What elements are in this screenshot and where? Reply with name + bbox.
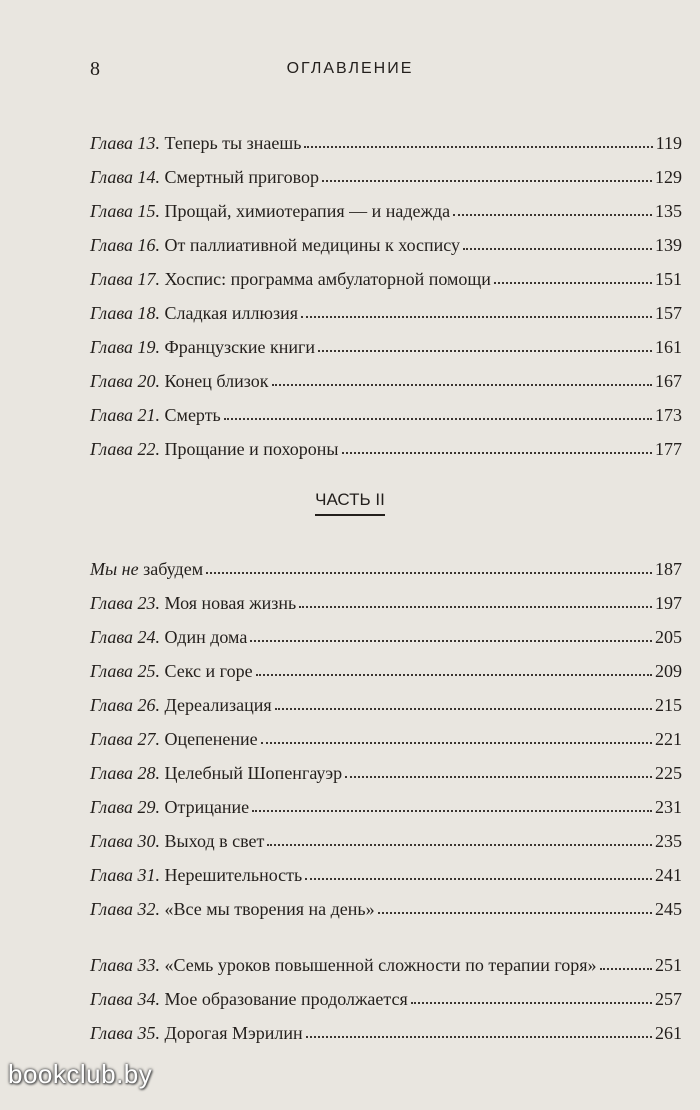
chapter-label: Мы не [90,559,139,579]
chapter-title: От паллиативной медицины к хоспису [164,235,461,255]
toc-part-2 [90,544,682,1042]
toc-entry-text [90,236,460,254]
chapter-title: Выход в свет [164,831,265,851]
page-ref: 187 [655,559,682,579]
toc-entry-text [90,440,339,458]
page-ref: 215 [655,695,682,715]
page-ref: 167 [655,371,682,391]
page-ref: 205 [655,627,682,647]
toc-entry-text [90,956,597,974]
dot-leader [252,810,652,812]
dot-leader [378,912,652,914]
chapter-title: Теперь ты знаешь [164,133,302,153]
chapter-label: Глава 16. [90,235,161,255]
chapter-title: Мое образование продолжается [164,989,408,1009]
toc-entry-text [90,696,272,714]
toc-entry-text [90,202,450,220]
chapter-label: Глава 27. [90,729,161,749]
toc-entry [90,152,682,186]
toc-entry-text [90,662,253,680]
page-ref: 139 [655,235,682,255]
chapter-label: Глава 32. [90,899,161,919]
toc-entry-text [90,900,375,918]
toc-entry [90,816,682,850]
toc-entry [90,578,682,612]
dot-leader [342,452,652,454]
page-ref: 251 [655,955,682,975]
chapter-label: Глава 29. [90,797,161,817]
page-number: 8 [90,58,100,80]
chapter-label: Глава 22. [90,439,161,459]
dot-leader [301,316,652,318]
toc-entry-text [90,406,221,424]
toc-entry [90,918,682,974]
toc-entry-text [90,372,269,390]
dot-leader [206,572,652,574]
page-ref: 257 [655,989,682,1009]
dot-leader [275,708,652,710]
toc-entry-text [90,338,315,356]
page-ref: 221 [655,729,682,749]
chapter-title: Дорогая Мэрилин [164,1023,303,1043]
chapter-title: «Семь уроков повышенной сложности по терапии горя» [164,955,597,975]
dot-leader [256,674,652,676]
page-ref: 135 [655,201,682,221]
toc-entry [90,254,682,288]
chapter-title: Конец близок [164,371,269,391]
toc-entry-text [90,560,203,578]
toc-entry-text [90,764,342,782]
dot-leader [299,606,652,608]
toc-entry-text [90,594,296,612]
chapter-title: Секс и горе [164,661,253,681]
page-ref: 177 [655,439,682,459]
toc-entry [90,390,682,424]
toc-entry-text [90,134,301,152]
chapter-title: Моя новая жизнь [164,593,297,613]
toc-entry [90,680,682,714]
toc-entry-text [90,730,258,748]
chapter-label: Глава 26. [90,695,161,715]
site-watermark: bookclub.by [8,1059,153,1089]
toc-entry [90,288,682,322]
chapter-label: Глава 15. [90,201,161,221]
page-ref: 225 [655,763,682,783]
page-ref: 261 [655,1023,682,1043]
toc-entry-text [90,832,264,850]
chapter-title: Оцепенение [164,729,258,749]
toc-part-1 [90,118,682,458]
chapter-label: Глава 25. [90,661,161,681]
toc-entry [90,974,682,1008]
chapter-label: Глава 20. [90,371,161,391]
dot-leader [304,146,652,148]
page-ref: 129 [655,167,682,187]
toc-entry-text [90,798,249,816]
chapter-title: Французские книги [164,337,316,357]
toc-entry-text [90,866,302,884]
dot-leader [261,742,652,744]
toc-entry [90,356,682,390]
toc-entry-text [90,628,247,646]
dot-leader [453,214,652,216]
part-heading-text: ЧАСТЬ II [315,490,385,516]
dot-leader [345,776,652,778]
toc-entry [90,884,682,918]
chapter-title: Один дома [164,627,248,647]
dot-leader [250,640,652,642]
toc-entry-text [90,1024,303,1042]
chapter-title: Прощание и похороны [164,439,339,459]
toc-entry [90,646,682,680]
part-heading [0,490,700,516]
chapter-title: Сладкая иллюзия [164,303,298,323]
chapter-title: Прощай, химиотерапия — и надежда [164,201,451,221]
chapter-title: Нерешительность [164,865,303,885]
toc-entry-text [90,168,319,186]
toc-entry [90,118,682,152]
page-ref: 235 [655,831,682,851]
chapter-label: Глава 28. [90,763,161,783]
page-ref: 173 [655,405,682,425]
page-ref: 197 [655,593,682,613]
chapter-title: Смертный приговор [164,167,319,187]
chapter-title: Отрицание [164,797,250,817]
dot-leader [272,384,653,386]
chapter-label: Глава 19. [90,337,161,357]
chapter-label: Глава 33. [90,955,161,975]
dot-leader [411,1002,652,1004]
page-ref: 119 [655,133,682,153]
chapter-title: Дереализация [164,695,272,715]
page-ref: 241 [655,865,682,885]
chapter-label: Глава 13. [90,133,161,153]
chapter-label: Глава 35. [90,1023,161,1043]
chapter-title: Хоспис: программа амбулаторной помощи [164,269,491,289]
toc-entry [90,424,682,458]
dot-leader [318,350,652,352]
toc-entry-text [90,990,408,1008]
toc-entry [90,544,682,578]
chapter-label: Глава 23. [90,593,161,613]
chapter-title: «Все мы творения на день» [164,899,375,919]
toc-entry [90,186,682,220]
toc-entry-text [90,304,298,322]
dot-leader [224,418,652,420]
toc-entry [90,714,682,748]
chapter-label: Глава 14. [90,167,161,187]
page-ref: 231 [655,797,682,817]
page-ref: 161 [655,337,682,357]
chapter-label: Глава 31. [90,865,161,885]
page-header [90,58,610,84]
dot-leader [463,248,652,250]
chapter-title: Смерть [164,405,221,425]
chapter-label: Глава 17. [90,269,161,289]
running-title: ОГЛАВЛЕНИЕ [286,60,414,77]
page-ref: 245 [655,899,682,919]
toc-entry [90,1008,682,1042]
toc-entry [90,220,682,254]
chapter-label: Глава 30. [90,831,161,851]
toc-entry-text [90,270,491,288]
chapter-label: Глава 21. [90,405,161,425]
toc-entry [90,322,682,356]
dot-leader [306,1036,652,1038]
dot-leader [267,844,652,846]
toc-entry [90,850,682,884]
toc-entry [90,748,682,782]
page-ref: 151 [655,269,682,289]
toc-entry [90,782,682,816]
chapter-label: Глава 34. [90,989,161,1009]
chapter-label: Глава 24. [90,627,161,647]
dot-leader [600,968,652,970]
chapter-label: Глава 18. [90,303,161,323]
dot-leader [494,282,652,284]
page-ref: 157 [655,303,682,323]
toc-entry [90,612,682,646]
chapter-title: Целебный Шопенгауэр [164,763,343,783]
dot-leader [322,180,652,182]
page-ref: 209 [655,661,682,681]
dot-leader [305,878,652,880]
chapter-title: забудем [143,559,204,579]
